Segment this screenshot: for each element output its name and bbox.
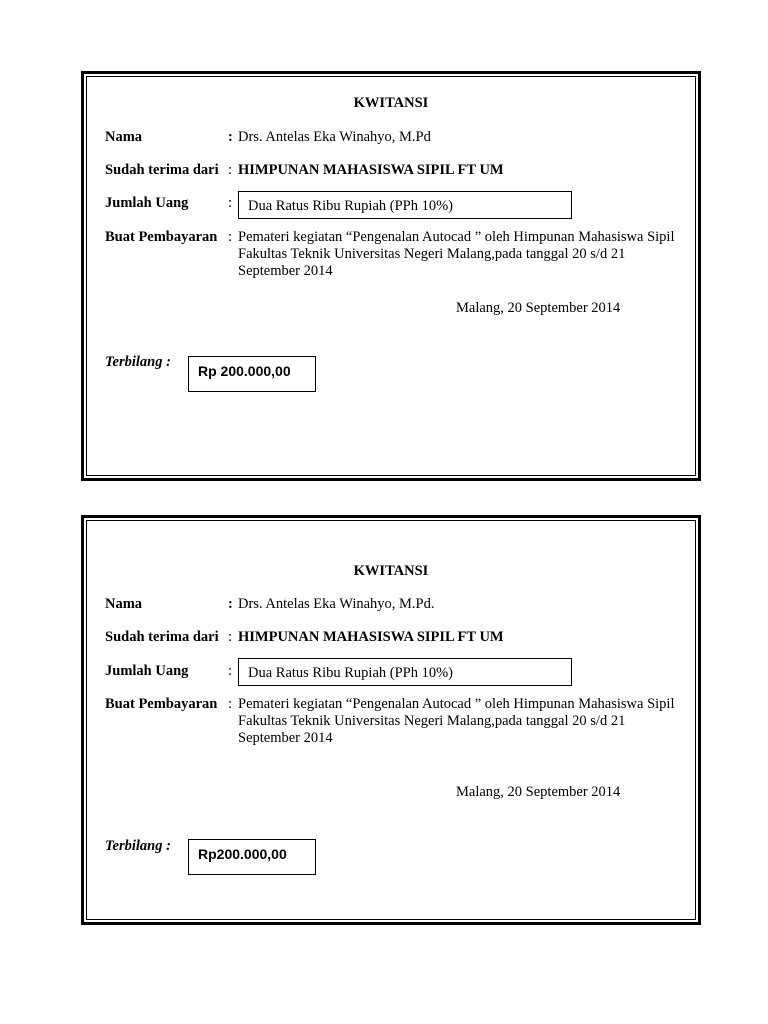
sudah-terima-dari-label: Sudah terima dari xyxy=(105,629,219,645)
receipt-title: KWITANSI xyxy=(353,95,429,111)
buat-pembayaran-label: Buat Pembayaran xyxy=(105,696,218,712)
nama-label: Nama xyxy=(105,596,143,612)
nama-colon: : xyxy=(228,596,233,612)
sudah-terima-dari-value: HIMPUNAN MAHASISWA SIPIL FT UM xyxy=(238,162,504,178)
place-date: Malang, 20 September 2014 xyxy=(456,300,621,316)
sudah-terima-dari-value: HIMPUNAN MAHASISWA SIPIL FT UM xyxy=(238,629,504,645)
terbilang-label: Terbilang : xyxy=(105,838,171,854)
amount-box: Rp 200.000,00 xyxy=(188,356,316,392)
receipt-2 xyxy=(81,515,701,925)
nama-value: Drs. Antelas Eka Winahyo, M.Pd. xyxy=(238,596,435,612)
nama-label: Nama xyxy=(105,129,143,145)
buat-pembayaran-value: Pemateri kegiatan “Pengenalan Autocad ” oleh Himpunan Mahasiswa Sipil Fakultas Teknik Universitas Negeri Malang,pada tanggal 20 s/d 21 September 2014 xyxy=(238,229,675,279)
sudah-terima-dari-colon: : xyxy=(228,162,233,178)
nama-colon: : xyxy=(228,129,233,145)
sudah-terima-dari-label: Sudah terima dari xyxy=(105,162,219,178)
terbilang-label: Terbilang : xyxy=(105,354,171,370)
sudah-terima-dari-colon: : xyxy=(228,629,233,645)
buat-pembayaran-value: Pemateri kegiatan “Pengenalan Autocad ” oleh Himpunan Mahasiswa Sipil Fakultas Teknik Universitas Negeri Malang,pada tanggal 20 s/d 21 September 2014 xyxy=(238,696,675,746)
receipt-1 xyxy=(81,71,701,481)
buat-pembayaran-colon: : xyxy=(228,696,233,712)
jumlah-uang-colon: : xyxy=(228,195,233,211)
jumlah-uang-box: Dua Ratus Ribu Rupiah (PPh 10%) xyxy=(238,191,572,219)
jumlah-uang-colon: : xyxy=(228,663,233,679)
receipt-title: KWITANSI xyxy=(353,563,429,579)
buat-pembayaran-label: Buat Pembayaran xyxy=(105,229,218,245)
amount-box: Rp200.000,00 xyxy=(188,839,316,875)
jumlah-uang-label: Jumlah Uang xyxy=(105,195,189,211)
nama-value: Drs. Antelas Eka Winahyo, M.Pd xyxy=(238,129,431,145)
jumlah-uang-box: Dua Ratus Ribu Rupiah (PPh 10%) xyxy=(238,658,572,686)
buat-pembayaran-colon: : xyxy=(228,229,233,245)
place-date: Malang, 20 September 2014 xyxy=(456,784,621,800)
jumlah-uang-label: Jumlah Uang xyxy=(105,663,189,679)
